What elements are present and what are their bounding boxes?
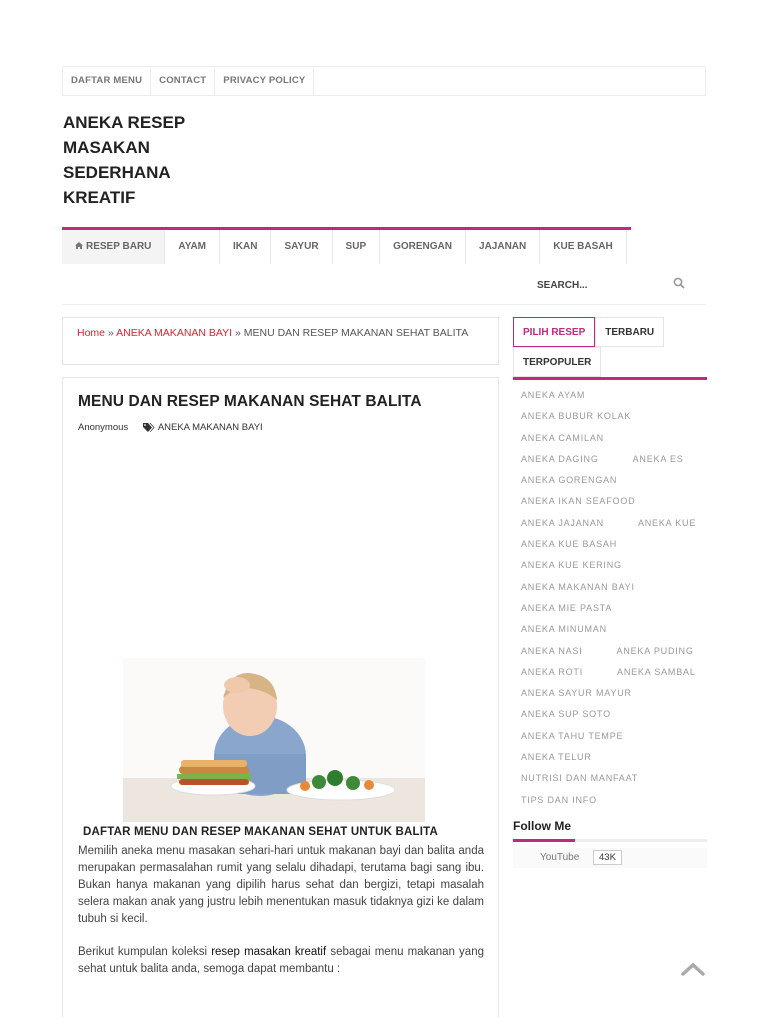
search-input[interactable] [537,275,687,291]
breadcrumb-home[interactable]: Home [77,327,106,339]
category-link[interactable]: ANEKA MIE PASTA [521,602,613,613]
main-nav-ayam[interactable]: AYAM [165,230,220,264]
youtube-label[interactable]: YouTube [540,852,580,863]
category-link[interactable]: ANEKA TAHU TEMPE [521,730,624,741]
main-nav-gorengan[interactable]: GORENGAN [380,230,466,264]
category-link[interactable]: ANEKA SAYUR MAYUR [521,688,632,699]
youtube-count-badge: 43K [593,850,622,865]
top-nav-daftar-menu[interactable]: DAFTAR MENU [63,67,151,95]
post-paragraph: Memilih aneka menu masakan sehari-hari untuk makanan bayi dan balita anda merupakan permasalahan rumit yang selalu dihadapi, terutama bagi sang ibu. Bukan hanya makanan yang dipilih harus sehat dan bergizi, tetapi masalah selera makan anak yang justru lebih menentukan masuk tidaknya gizi ke dalam tubuh si kecil. [78,845,484,925]
search-placeholder: SEARCH... [537,280,588,291]
category-link[interactable]: ANEKA DAGING [521,453,599,464]
category-link[interactable]: ANEKA KUE [637,517,697,528]
category-list [513,385,707,811]
main-nav-ikan[interactable]: IKAN [220,230,271,264]
chevron-up-icon[interactable] [681,962,705,976]
post-title: MENU DAN RESEP MAKANAN SEHAT BALITA [78,393,422,410]
post-body [78,843,484,994]
follow-me-underline [513,839,707,842]
category-link[interactable]: ANEKA GORENGAN [521,475,618,486]
category-link[interactable]: ANEKA NASI [521,645,583,656]
category-link[interactable]: ANEKA AYAM [521,390,586,400]
category-link[interactable]: ANEKA ROTI [521,666,584,677]
tab-terbaru[interactable]: TERBARU [595,317,664,347]
post-image [123,658,425,822]
home-icon [75,242,83,249]
main-nav-resep-baru-label: RESEP BARU [86,241,152,252]
main-nav-resep-baru[interactable] [62,230,165,264]
post-author[interactable]: Anonymous [78,422,129,433]
main-nav [62,227,631,264]
category-link[interactable]: ANEKA ES [632,453,684,464]
tab-terpopuler[interactable]: TERPOPULER [513,347,601,377]
category-link[interactable]: ANEKA JAJANAN [521,517,604,528]
top-nav-contact[interactable]: CONTACT [151,67,215,95]
category-link[interactable]: ANEKA SAMBAL [617,666,696,677]
post-text: Berikut kumpulan koleksi [78,946,212,958]
main-nav-kue-basah[interactable]: KUE BASAH [540,230,626,264]
follow-me-heading: Follow Me [513,819,571,833]
search-icon[interactable] [673,277,685,289]
post [62,377,499,1017]
breadcrumb [62,317,499,365]
category-link[interactable]: ANEKA KUE BASAH [521,539,618,550]
category-link[interactable]: ANEKA IKAN SEAFOOD [521,496,636,507]
main-nav-jajanan[interactable]: JAJANAN [466,230,540,264]
post-meta [78,422,263,433]
main-nav-sup[interactable]: SUP [333,230,381,264]
category-link[interactable]: ANEKA CAMILAN [521,432,604,443]
header-divider [62,304,706,305]
category-link[interactable]: TIPS DAN INFO [521,794,597,805]
resep-masakan-link[interactable]: resep masakan kreatif [211,946,327,958]
sidebar-tabs [513,317,707,368]
category-link[interactable]: ANEKA PUDING [616,645,694,656]
post-subtitle: DAFTAR MENU DAN RESEP MAKANAN SEHAT UNTUK BALITA [83,826,439,838]
category-link[interactable]: ANEKA SUP SOTO [521,709,611,720]
post-paragraph [78,944,484,978]
category-link[interactable]: ANEKA MAKANAN BAYI [521,581,635,592]
category-link[interactable]: ANEKA MINUMAN [521,624,607,635]
top-nav-privacy-policy[interactable]: PRIVACY POLICY [215,67,314,95]
category-link[interactable]: ANEKA KUE KERING [521,560,622,571]
breadcrumb-separator: » [232,327,244,339]
category-link[interactable]: ANEKA TELUR [521,752,592,763]
breadcrumb-category[interactable]: ANEKA MAKANAN BAYI [116,327,233,339]
tab-pilih-resep[interactable]: PILIH RESEP [513,317,595,347]
tag-icon [143,423,155,432]
category-link[interactable]: NUTRISI DAN MANFAAT [521,773,639,784]
top-nav [62,66,706,96]
breadcrumb-separator: » [105,327,117,339]
site-title[interactable]: ANEKA RESEP MASAKAN SEDERHANA KREATIF [63,113,185,207]
youtube-follow[interactable] [513,848,707,868]
child-eating-illustration [123,658,425,822]
breadcrumb-current: MENU DAN RESEP MAKANAN SEHAT BALITA [243,327,469,339]
tab-underline [513,377,707,380]
post-category[interactable]: ANEKA MAKANAN BAYI [157,422,263,433]
main-nav-sayur[interactable]: SAYUR [271,230,332,264]
category-link[interactable]: ANEKA BUBUR KOLAK [521,411,632,422]
post-text: sebagai menu makanan yang sehat untuk balita anda, semoga dapat membantu : [78,946,484,975]
